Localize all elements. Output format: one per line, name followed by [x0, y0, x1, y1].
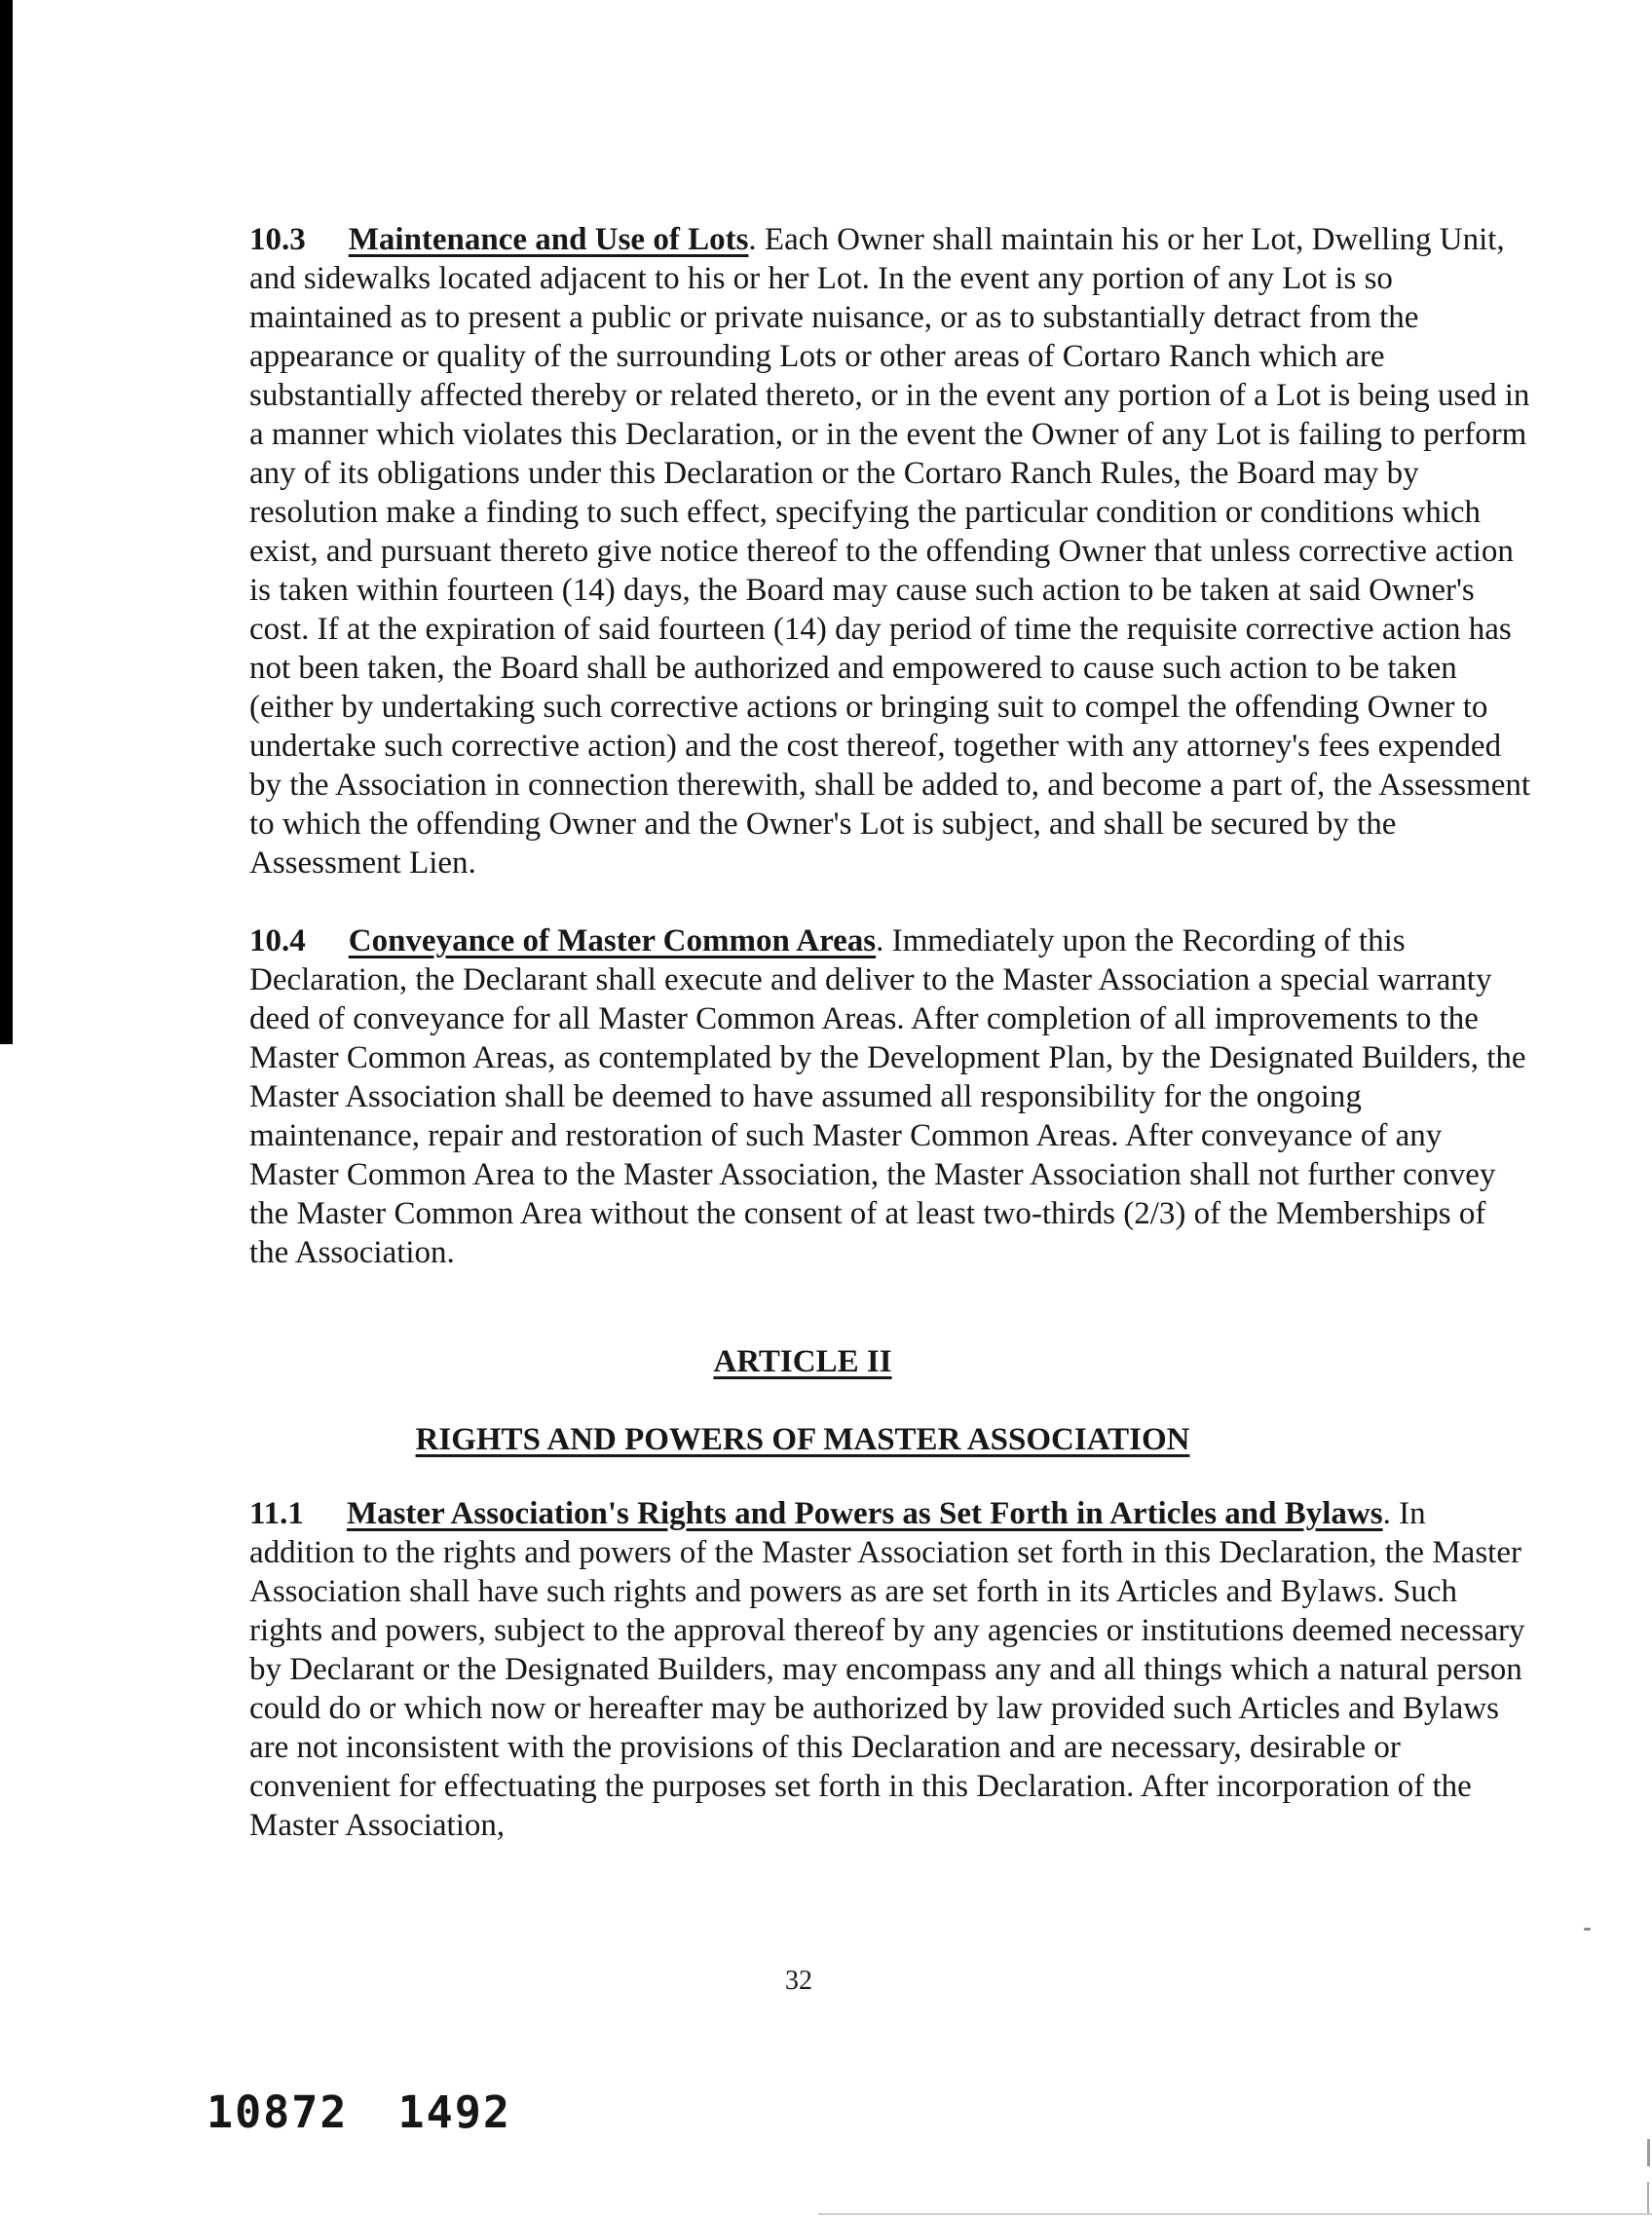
section-10-3-heading: Maintenance and Use of Lots [348, 222, 749, 257]
document-content [249, 220, 1531, 1884]
recorder-stamp-number: 10872 1492 [206, 2086, 511, 2138]
article-title-row [162, 1342, 1444, 1381]
scan-artifact-right-tick [1647, 2139, 1650, 2166]
page-number: 32 [785, 1966, 812, 1996]
section-11-1-body: . In addition to the rights and powers of the Master Association set forth in this Declaration, the Master Association shall have such rights and powers as are set forth in its Articles and Bylaws. Such rights and powers, subject to the approval thereof by any agencies or institutions deemed necessary by Declarant or the Designated Builders, may encompass any and all things which a natural person could do or which now or hereafter may be authorized by law provided such Articles and Bylaws are not inconsistent with the provisions of this Declaration and are necessary, desirable or convenient for effectuating the purposes set forth in this Declaration. After incorporation of the Master Association, [249, 1496, 1525, 1843]
section-10-3-number: 10.3 [249, 222, 306, 257]
section-10-4-paragraph [249, 921, 1531, 1272]
section-10-3-paragraph [249, 220, 1531, 883]
article-subtitle: RIGHTS AND POWERS OF MASTER ASSOCIATION [415, 1422, 1190, 1457]
section-10-4-heading: Conveyance of Master Common Areas [348, 923, 877, 958]
section-10-4-number: 10.4 [249, 923, 306, 958]
section-11-1-paragraph [249, 1494, 1531, 1845]
scan-artifact-left-bar [0, 0, 13, 1044]
article-subtitle-row [162, 1420, 1444, 1459]
section-10-4-body: . Immediately upon the Recording of this Declaration, the Declarant shall execute and deliver to the Master Association a special warranty deed of conveyance for all Master Common Areas. After completion of all improvements to the Master Common Areas, as contemplated by the Development Plan, by the Designated Builders, the Master Association shall be deemed to have assumed all responsibility for the ongoing maintenance, repair and restoration of such Master Common Areas. After conveyance of any Master Common Area to the Master Association, the Master Association shall not further convey the Master Common Area without the consent of at least two-thirds (2/3) of the Memberships of the Association. [249, 923, 1526, 1270]
section-11-1-heading: Master Association's Rights and Powers as Set Forth in Articles and Bylaws [346, 1496, 1383, 1531]
section-10-3-body: . Each Owner shall maintain his or her Lot, Dwelling Unit, and sidewalks located adjacent to his or her Lot. In the event any portion of any Lot is so maintained as to present a public or private nuisance, or as to substantially detract from the appearance or quality of the surrounding Lots or other areas of Cortaro Ranch which are substantially affected thereby or related thereto, or in the event any portion of a Lot is being used in a manner which violates this Declaration, or in the event the Owner of any Lot is failing to perform any of its obligations under this Declaration or the Cortaro Ranch Rules, the Board may by resolution make a finding to such effect, specifying the particular condition or conditions which exist, and pursuant thereto give notice thereof to the offending Owner that unless corrective action is taken within fourteen (14) days, the Board may cause such action to be taken at said Owner's cost. If at the expiration of said fourteen (14) day period of time the requisite corrective action has not been taken, the Board shall be authorized and empowered to cause such action to be taken (either by undertaking such corrective actions or bringing suit to compel the offending Owner to undertake such corrective action) and the cost thereof, together with any attorney's fees expended by the Association in connection therewith, shall be added to, and become a part of, the Assessment to which the offending Owner and the Owner's Lot is subject, and shall be secured by the Assessment Lien. [249, 222, 1531, 881]
scan-artifact-dot [1584, 1928, 1591, 1931]
scan-artifact-bottom-line [818, 2213, 1652, 2215]
article-title: ARTICLE II [713, 1344, 892, 1379]
section-11-1-number: 11.1 [249, 1496, 304, 1531]
scan-artifact-right-tick-2 [1647, 2182, 1649, 2213]
